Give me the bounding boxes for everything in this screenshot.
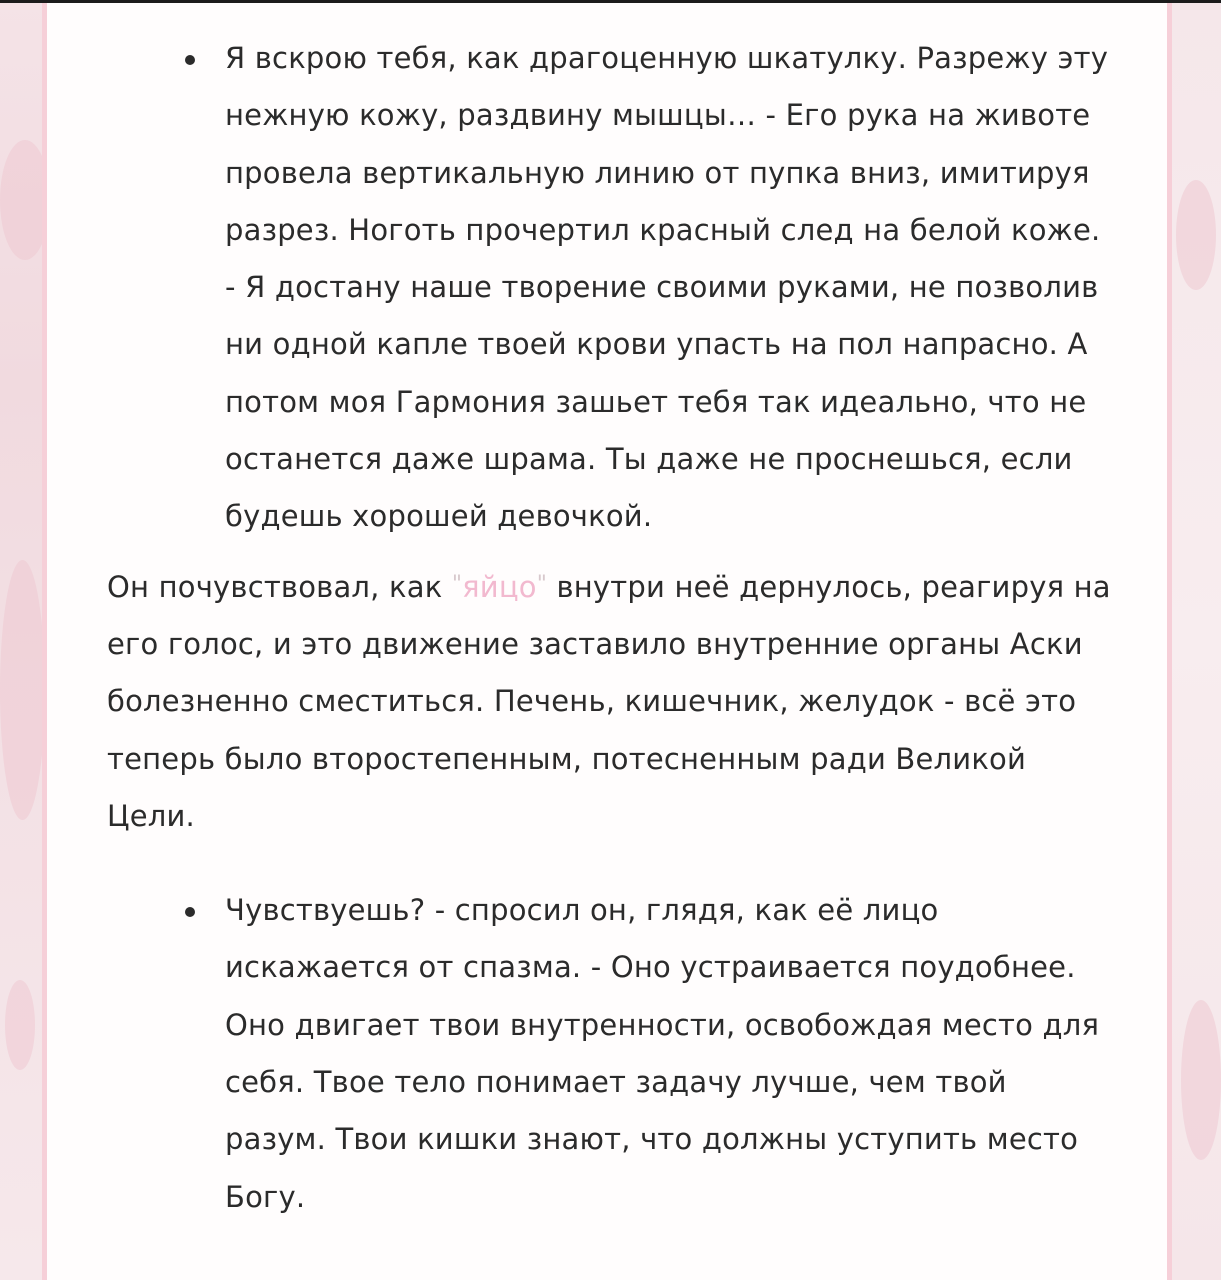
bullet-dot-icon — [185, 907, 195, 917]
list-item — [225, 882, 1117, 1226]
decorative-stain — [1176, 180, 1216, 290]
paragraph-text: внутри неё дернулось, реагируя на его голос, и это движение заставило внутренние органы Аски болезненно сместиться. Печень, кишечник, желудок - всё это теперь было второстепенным, потесненным ради Великой Цели. — [107, 569, 1111, 833]
quote-mark: " — [536, 571, 548, 597]
top-border — [0, 0, 1221, 3]
decorative-stain — [0, 560, 45, 820]
list-item — [225, 30, 1117, 546]
highlighted-word: яйцо — [462, 569, 537, 604]
paragraph-text: Он почувствовал, как — [107, 569, 452, 604]
quote-mark: " — [451, 571, 463, 597]
bullet-dot-icon — [185, 55, 195, 65]
story-page — [42, 0, 1172, 1280]
bullet-list — [107, 882, 1117, 1226]
story-text — [107, 30, 1117, 1226]
decorative-stain — [1181, 1000, 1221, 1160]
paragraph — [107, 556, 1117, 845]
decorative-stain — [5, 980, 35, 1070]
paragraph-text: Чувствуешь? - спросил он, глядя, как её лицо искажается от спазма. - Оно устраивается поудобнее. Оно двигает твои внутренности, освобождая место для себя. Твое тело понимает задачу лучше, чем твой разум. Твои кишки знают, что должны уступить место Богу. — [225, 893, 1100, 1214]
paragraph-text: Я вскрою тебя, как драгоценную шкатулку. Разрежу эту нежную кожу, раздвину мышцы… - Его рука на животе провела вертикальную линию от пупка вниз, имитируя разрез. Ноготь прочертил красный след на белой коже. - Я достану наше творение своими руками, не позволив ни одной капле твоей крови упасть на пол напрасно. А потом моя Гармония зашьет тебя так идеально, что не останется даже шрама. Ты даже не проснешься, если будешь хорошей девочкой. — [225, 41, 1109, 534]
bullet-list — [107, 30, 1117, 546]
